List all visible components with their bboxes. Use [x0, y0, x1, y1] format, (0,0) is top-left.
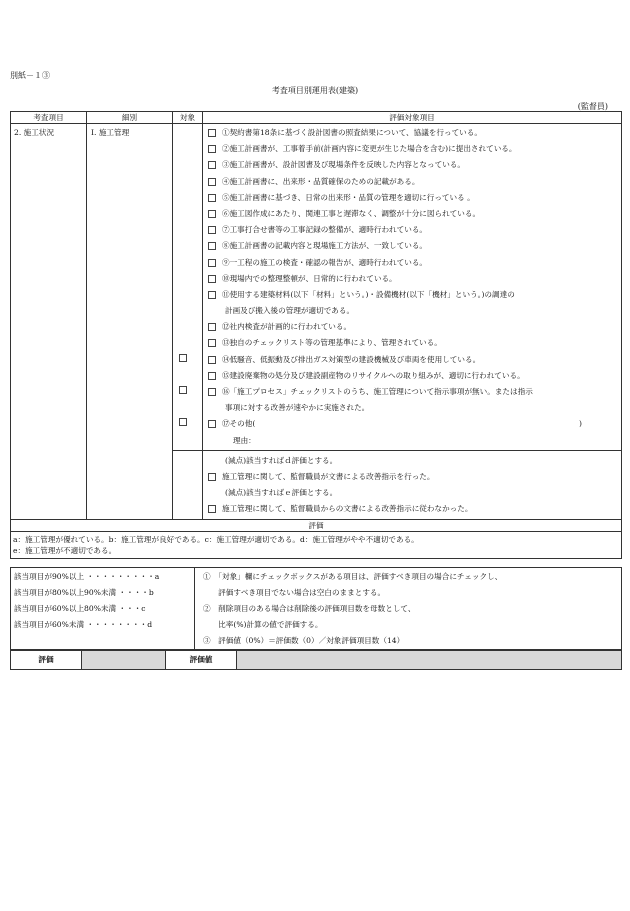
checkbox[interactable]: [208, 505, 216, 513]
legend-line-2: e：施工管理が不適切である。: [13, 545, 117, 555]
grade-a: 該当項目が90%以上 ・・・・・・・・・a: [14, 572, 160, 581]
checkbox[interactable]: [208, 275, 216, 283]
checkbox[interactable]: [208, 473, 216, 481]
criterion-item: [203, 206, 621, 222]
checkbox[interactable]: [208, 226, 216, 234]
target-checkbox-16[interactable]: [179, 386, 187, 394]
criterion-item: [203, 174, 621, 190]
item-cell: 2. 施工状況: [11, 124, 87, 520]
criterion-item: [203, 190, 621, 206]
criterion-text: ⑯「施工プロセス」チェックリストのうち、施工管理について指示事項が無い。または指示: [222, 387, 533, 396]
criterion-item: [203, 352, 621, 368]
header-item: 考査項目: [11, 112, 87, 124]
note-2-cont: 比率(%)計算の値で評価する。: [203, 620, 323, 629]
criterion-text: ⑩現場内での整理整頓が、日常的に行われている。: [222, 273, 397, 283]
criterion-text: ⑬独自のチェックリスト等の管理基準により、管理されている。: [222, 338, 442, 348]
criterion-item: [203, 125, 621, 141]
note-1: ① 「対象」欄にチェックボックスがある項目は、評価すべき項目の場合にチェックし、: [203, 572, 503, 581]
deduction-list: [203, 450, 622, 519]
checkbox[interactable]: [208, 356, 216, 364]
legend-line-1: a：施工管理が優れている。b：施工管理が良好である。c：施工管理が適切である。d：施工管理がやや不適切である。: [13, 534, 419, 544]
page-title: 考査項目別運用表(建築): [271, 86, 359, 95]
target-checkbox-14[interactable]: [179, 354, 187, 362]
checkbox[interactable]: [208, 145, 216, 153]
evaluation-result-table: [10, 650, 622, 670]
checkbox[interactable]: [208, 323, 216, 331]
deduction-item-e: 施工管理に関して、監督職員からの文書による改善指示に従わなかった。: [203, 501, 621, 517]
criterion-text: ④施工計画書に、出来形・品質確保のための記載がある。: [222, 176, 420, 186]
other-close-paren: ): [579, 419, 582, 429]
evaluation-header: 評価: [11, 519, 622, 531]
document-reference: 別紙－１③: [10, 71, 50, 80]
criterion-text: ②施工計画書が、工事着手前(計画内容に変更が生じた場合を含む)に提出されている。: [222, 144, 517, 154]
checkbox[interactable]: [208, 129, 216, 137]
criterion-item: [203, 335, 621, 351]
criterion-text: ⑦工事打合せ書等の工事記録の整備が、適時行われている。: [222, 225, 428, 235]
evaluation-value-label: 評価値: [166, 651, 237, 670]
deduction-note-e: (減点)該当すればｅ評価とする。: [225, 488, 338, 498]
grade-thresholds: [11, 568, 195, 650]
header-criteria: 評価対象項目: [203, 112, 622, 124]
criterion-continuation: 事項に対する改善が速やかに実施された。: [225, 403, 370, 413]
criterion-continuation: 計画及び搬入後の管理が適切である。: [225, 306, 355, 316]
checkbox[interactable]: [208, 372, 216, 380]
criterion-text: ⑪使用する建築材料(以下「材料」という。)・設備機材(以下「機材」という。)の調達の: [222, 289, 515, 299]
checkbox[interactable]: [208, 194, 216, 202]
criterion-item: [203, 368, 621, 384]
criterion-item: [203, 287, 621, 303]
criterion-item: [203, 157, 621, 173]
checkbox[interactable]: [208, 210, 216, 218]
criterion-text: ⑭低騒音、低振動及び排出ガス対策型の建設機械及び車両を使用している。: [222, 354, 481, 364]
criterion-text: ⑨一工程の施工の検査・確認の報告が、適時行われている。: [222, 257, 428, 267]
header-target: 対象: [173, 112, 203, 124]
target-checkbox-17[interactable]: [179, 418, 187, 426]
other-reason: 理由：: [233, 435, 256, 445]
evaluation-value-field[interactable]: [237, 651, 622, 670]
criterion-text: ③施工計画書が、設計図書及び現場条件を反映した内容となっている。: [222, 160, 465, 170]
checkbox[interactable]: [208, 388, 216, 396]
checkbox[interactable]: [208, 291, 216, 299]
grading-notes: [195, 568, 622, 650]
checkbox[interactable]: [208, 178, 216, 186]
deduction-item-d: 施工管理に関して、監督職員が文書による改善指示を行った。: [203, 469, 621, 485]
target-column-deductions: [173, 450, 203, 519]
criterion-text: ⑫社内検査が計画的に行われている。: [222, 322, 352, 332]
criterion-text: ⑤施工計画書に基づき、日常の出来形・品質の管理を適切に行っている 。: [222, 192, 475, 202]
inspector-label: (監督員): [577, 102, 608, 111]
criterion-item: [203, 238, 621, 254]
target-column: [173, 124, 203, 451]
criterion-item: [203, 319, 621, 335]
criteria-list: [203, 124, 622, 451]
criterion-item: [203, 222, 621, 238]
note-2: ② 削除項目のある場合は削除後の評価項目数を母数として、: [203, 604, 416, 613]
criterion-item: [203, 141, 621, 157]
criterion-text: ⑰その他(: [222, 419, 256, 429]
criterion-item: [203, 384, 621, 400]
grade-b: 該当項目が80%以上90%未満 ・・・・b: [14, 588, 154, 597]
checkbox[interactable]: [208, 339, 216, 347]
criterion-text: ①契約書第18条に基づく設計図書の照査結果について、協議を行っている。: [222, 128, 482, 137]
checkbox[interactable]: [208, 161, 216, 169]
evaluation-label: 評価: [11, 651, 82, 670]
grading-table: [10, 567, 622, 650]
criterion-item: [203, 271, 621, 287]
note-1-cont: 評価すべき項目でない場合は空白のままとする。: [203, 588, 386, 597]
checkbox[interactable]: [208, 242, 216, 250]
deduction-note-d: (減点)該当すればｄ評価とする。: [225, 455, 338, 465]
sub-cell: Ⅰ. 施工管理: [87, 124, 173, 520]
header-sub: 細別: [87, 112, 173, 124]
grade-c: 該当項目が60%以上80%未満 ・・・c: [14, 604, 146, 613]
criterion-text: ⑧施工計画書の記載内容と現場施工方法が、一致している。: [222, 241, 428, 251]
checkbox[interactable]: [208, 420, 216, 428]
grade-d: 該当項目が60%未満 ・・・・・・・・d: [14, 620, 153, 629]
grade-legend: [11, 531, 622, 558]
evaluation-table: [10, 111, 622, 559]
checkbox[interactable]: [208, 259, 216, 267]
criterion-text: ⑥施工図作成にあたり、関連工事と遅滞なく、調整が十分に図られている。: [222, 208, 481, 218]
note-3: ③ 評価値（0%）＝評価数（0）／対象評価項目数（14）: [203, 636, 405, 645]
evaluation-input[interactable]: [82, 651, 166, 670]
criterion-item: [203, 416, 621, 432]
criterion-item: [203, 255, 621, 271]
criterion-text: ⑮建設廃棄物の処分及び建設副産物のリサイクルへの取り組みが、適切に行われている。: [222, 370, 525, 380]
